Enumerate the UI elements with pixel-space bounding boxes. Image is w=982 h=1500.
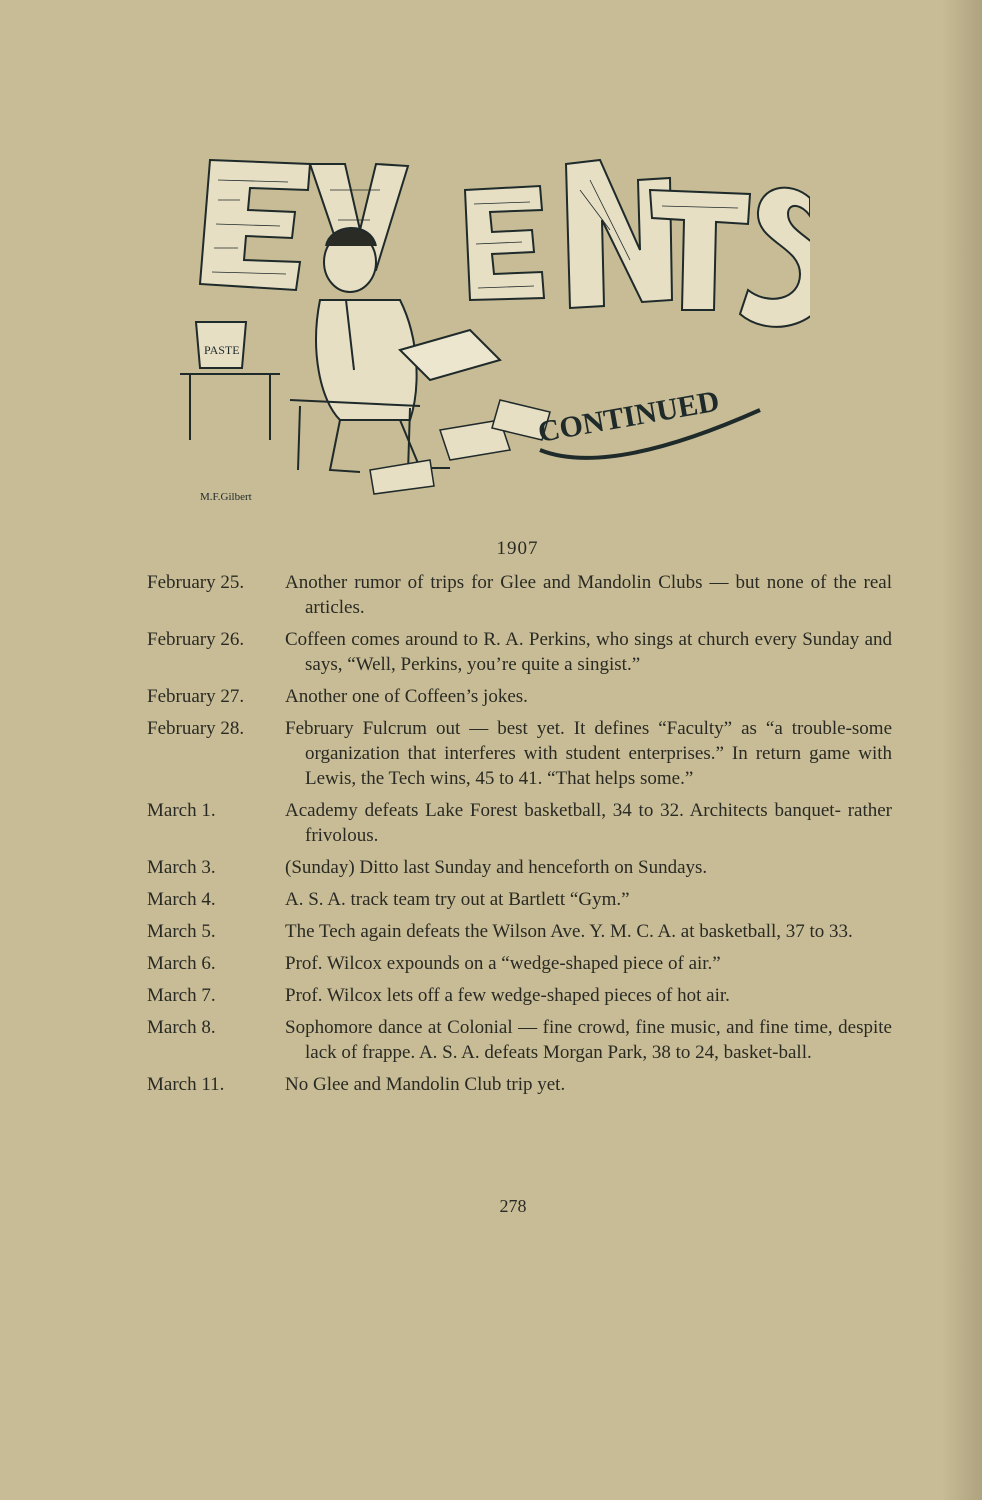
- event-entry: [147, 983, 892, 1008]
- event-entry: [147, 855, 892, 880]
- event-date: February 26.: [147, 629, 245, 650]
- events-heading-illustration: [170, 150, 810, 510]
- letter-n-collage: [566, 160, 672, 308]
- page-edge-shadow: [942, 0, 982, 1500]
- event-description: The Tech again defeats the Wilson Ave. Y. M. C. A. at basketball, 37 to 33.: [285, 921, 853, 942]
- event-date: February 28.: [147, 718, 245, 739]
- event-entry: [147, 1072, 892, 1097]
- event-date: March 3.: [147, 857, 216, 878]
- artist-signature: M.F.Gilbert: [200, 491, 252, 503]
- event-description: Coffeen comes around to R. A. Perkins, who sings at church every Sunday and says, “Well, Perkins, you’re quite a singist.”: [285, 629, 892, 675]
- event-entry: [147, 919, 892, 944]
- event-description: Sophomore dance at Colonial — fine crowd, fine music, and fine time, despite lack of frappe. A. S. A. defeats Morgan Park, 38 to 24, basket-ball.: [285, 1017, 892, 1063]
- table: [180, 374, 280, 440]
- event-date: March 8.: [147, 1017, 216, 1038]
- event-date: March 5.: [147, 921, 216, 942]
- event-date: March 1.: [147, 800, 216, 821]
- event-entry: [147, 716, 892, 791]
- letter-e2-collage: [465, 186, 544, 300]
- event-entry: [147, 887, 892, 912]
- event-entry: [147, 1015, 892, 1065]
- event-date: March 6.: [147, 953, 216, 974]
- page-number: 278: [499, 1196, 527, 1216]
- event-description: Another one of Coffeen’s jokes.: [285, 686, 528, 707]
- event-description: (Sunday) Ditto last Sunday and henceforth on Sundays.: [285, 857, 708, 878]
- svg-text:PASTE: PASTE: [204, 343, 240, 357]
- letter-s-collage: [740, 188, 810, 327]
- event-date: March 11.: [147, 1074, 225, 1095]
- event-entry: [147, 684, 892, 709]
- event-date: March 7.: [147, 985, 216, 1006]
- year-heading: 1907: [496, 538, 539, 559]
- event-date: February 27.: [147, 686, 245, 707]
- event-date: March 4.: [147, 889, 216, 910]
- event-date: February 25.: [147, 572, 245, 593]
- letter-e-collage: [200, 160, 310, 290]
- events-list: [147, 570, 892, 1104]
- event-description: A. S. A. track team try out at Bartlett “Gym.”: [285, 889, 630, 910]
- continued-banner: [535, 385, 760, 458]
- event-description: Another rumor of trips for Glee and Mandolin Clubs — but none of the real articles.: [285, 572, 892, 618]
- svg-text:CONTINUED: CONTINUED: [535, 384, 722, 449]
- event-description: February Fulcrum out — best yet. It defines “Faculty” as “a trouble-some organization that interferes with student enterprises.” In return game with Lewis, the Tech wins, 45 to 41. “That helps some.”: [285, 718, 892, 789]
- event-entry: [147, 570, 892, 620]
- event-description: Prof. Wilcox expounds on a “wedge-shaped piece of air.”: [285, 953, 721, 974]
- event-entry: [147, 627, 892, 677]
- event-description: No Glee and Mandolin Club trip yet.: [285, 1074, 566, 1095]
- event-entry: [147, 951, 892, 976]
- paste-pot: [196, 322, 246, 368]
- event-description: Prof. Wilcox lets off a few wedge-shaped pieces of hot air.: [285, 985, 730, 1006]
- event-description: Academy defeats Lake Forest basketball, 34 to 32. Architects banquet- rather frivolous.: [285, 800, 892, 846]
- event-entry: [147, 798, 892, 848]
